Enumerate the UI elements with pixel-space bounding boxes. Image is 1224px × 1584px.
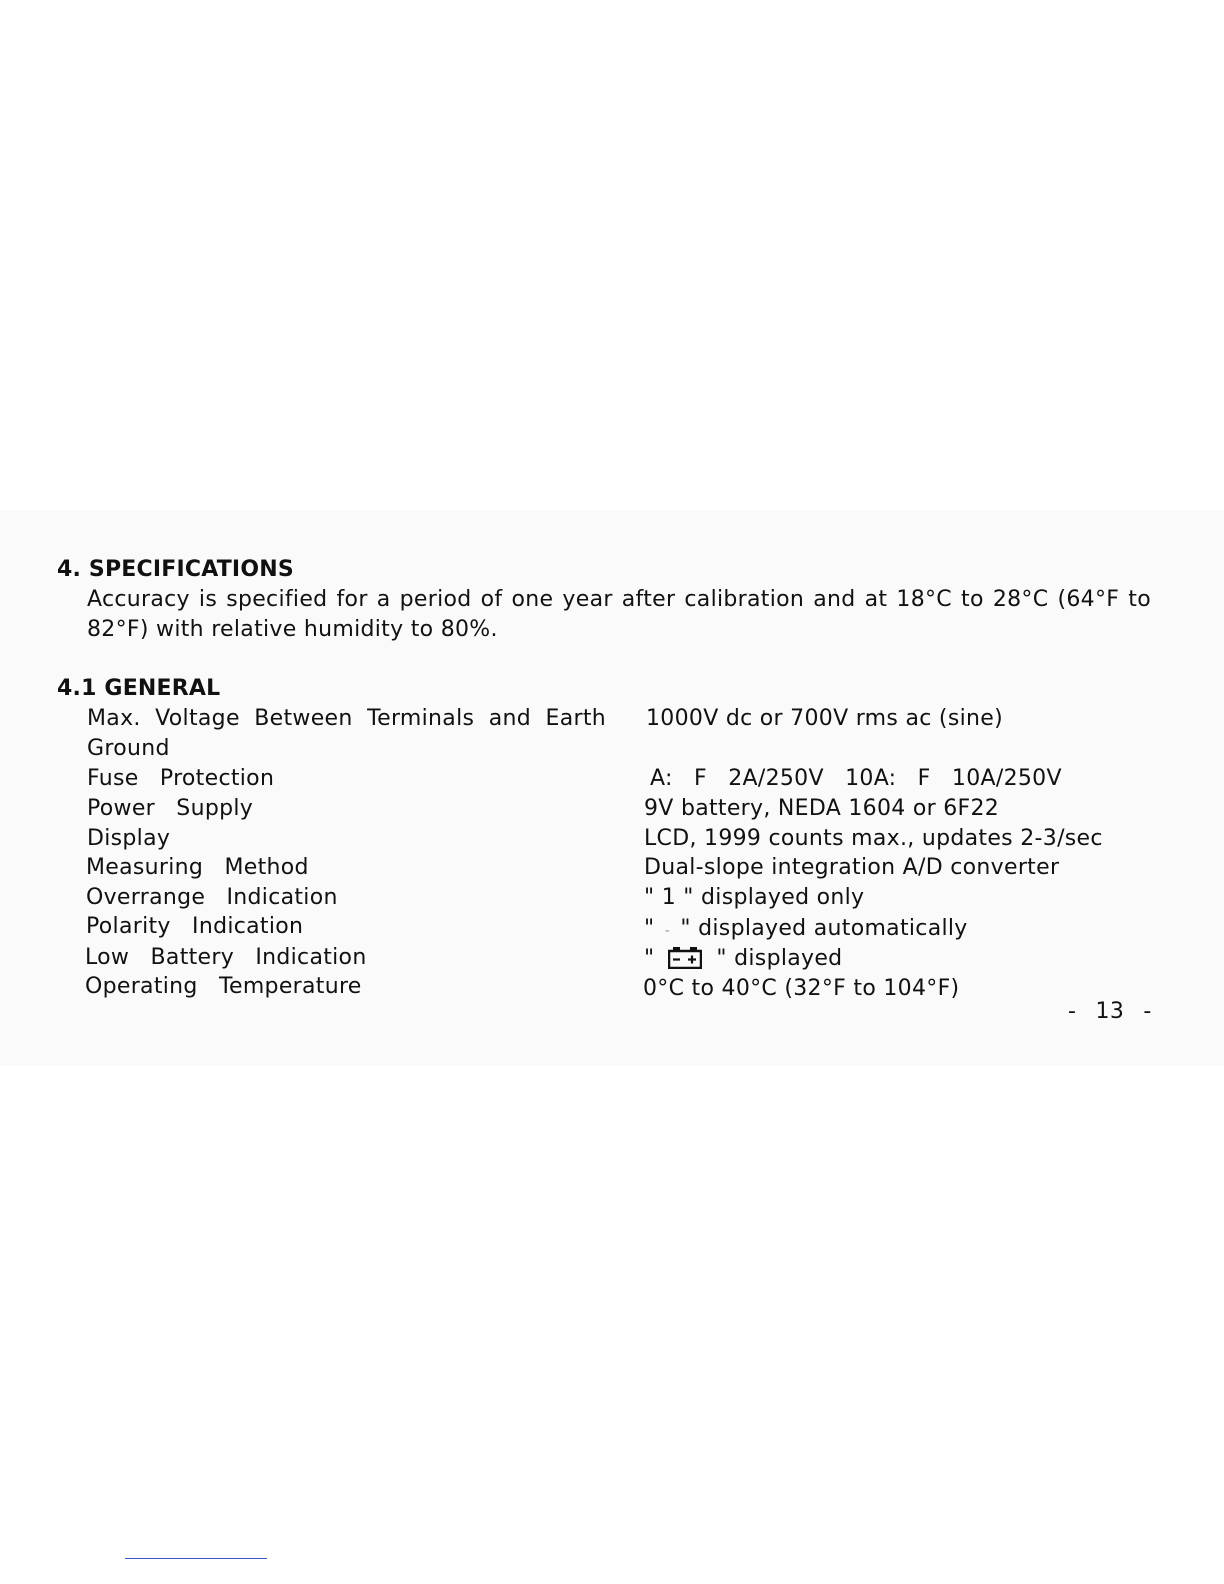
intro-line-1: Accuracy is specified for a period of one year after calibration and at 18°C to 28°C (64°F to [87,587,1151,612]
page-number: - 13 - [1068,999,1152,1024]
section-heading: 4. SPECIFICATIONS [57,557,294,582]
spec-label-display: Display [87,826,171,851]
spec-value-operating-temp: 0°C to 40°C (32°F to 104°F) [643,976,960,1001]
spec-value-polarity [644,914,968,946]
open-quote: " [644,946,655,971]
low-battery-value-text: " displayed [716,946,843,971]
spec-label-measuring: Measuring Method [86,855,309,880]
polarity-value-text: " displayed automatically [680,916,968,941]
intro-line-2: 82°F) with relative humidity to 80%. [87,617,498,642]
subsection-heading: 4.1 GENERAL [57,676,221,701]
spec-value-max-voltage: 1000V dc or 700V rms ac (sine) [646,706,1003,731]
minus-sign-icon: - [664,923,671,939]
spec-value-display: LCD, 1999 counts max., updates 2-3/sec [644,826,1103,851]
spec-label-max-voltage: Max. Voltage Between Terminals and Earth [87,706,606,731]
open-quote: " [644,916,655,941]
spec-value-power: 9V battery, NEDA 1604 or 6F22 [644,796,1000,821]
spec-label-low-battery: Low Battery Indication [85,945,367,970]
spec-value-fuse: A: F 2A/250V 10A: F 10A/250V [650,766,1062,791]
spec-value-measuring: Dual-slope integration A/D converter [644,855,1060,880]
spec-value-overrange: " 1 " displayed only [644,885,865,910]
spec-label-fuse: Fuse Protection [87,766,275,791]
spec-label-polarity: Polarity Indication [86,914,304,939]
spec-label-max-voltage-cont: Ground [87,736,170,761]
spec-label-overrange: Overrange Indication [86,885,338,910]
spec-value-low-battery [644,944,842,978]
spec-label-power: Power Supply [87,796,254,821]
footer-rule [125,1558,267,1559]
spec-label-operating-temp: Operating Temperature [85,974,362,999]
